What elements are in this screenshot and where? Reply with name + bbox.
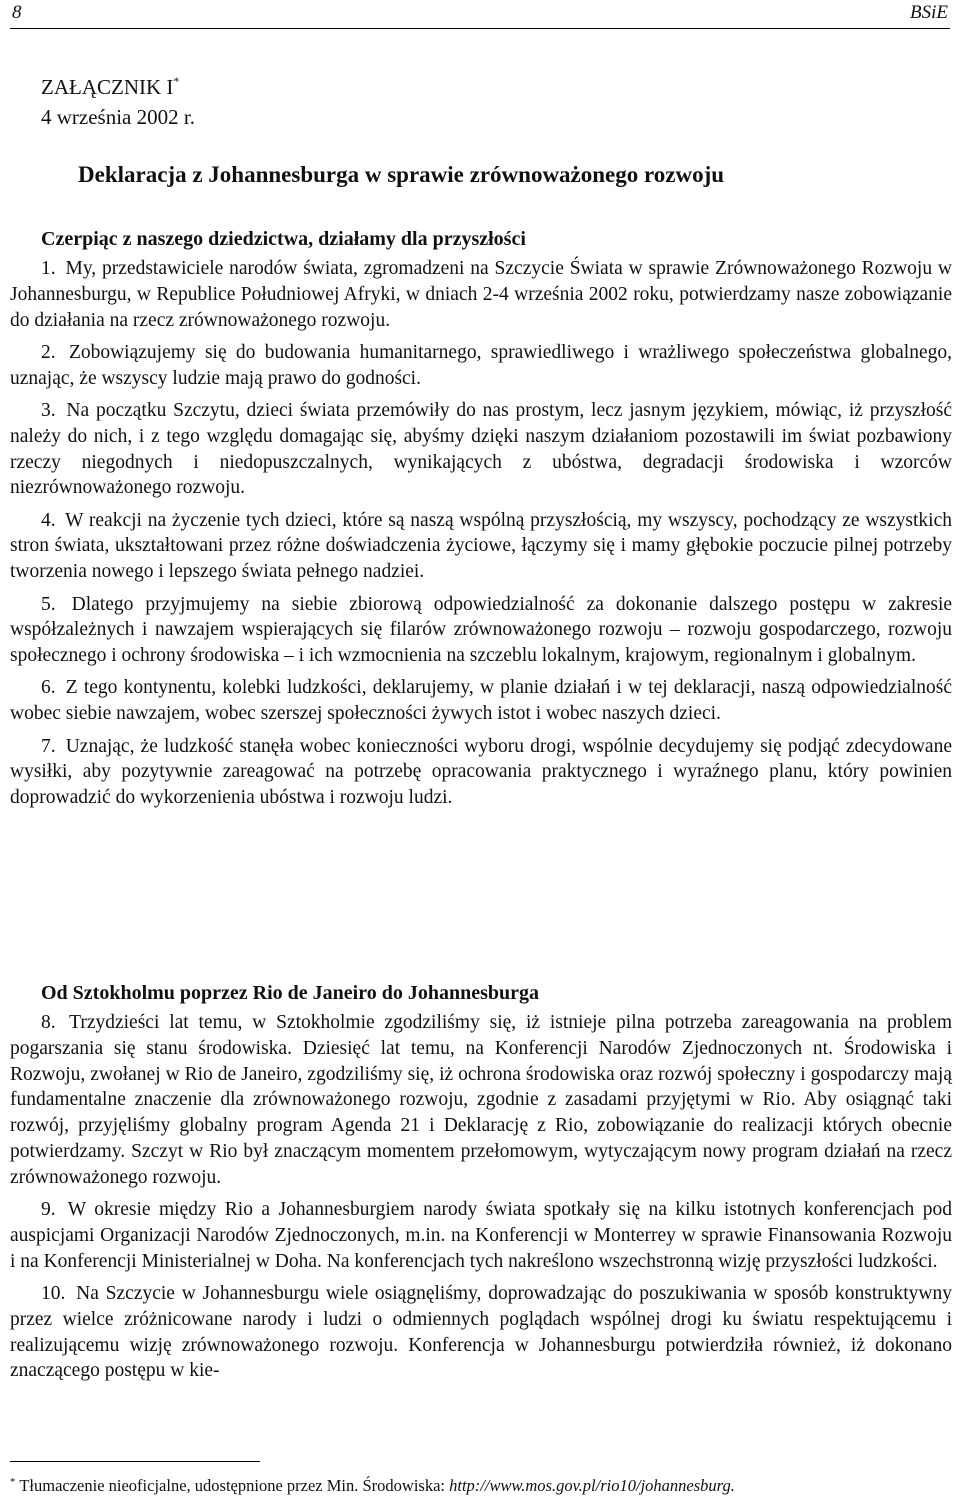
paragraph-text: Na początku Szczytu, dzieci świata przemówiły do nas prostym, lecz jasnym językiem, mówiąc, iż przyszłość należy do nich, i z tego względu domagając się, abyśmy dzięki naszym działaniom pozostawili im świat pozbawiony rzeczy niegodnych i niedopuszczalnych, wynikających z ubóstwa, degradacji środowiska i wzorców niezrównoważonego rozwoju. — [10, 399, 952, 499]
paragraph-text: Na Szczycie w Johannesburgu wiele osiągnęliśmy, doprowadzając do poszukiwania w sposób konstruktywny przez wielce zróżnicowane narody i ludzi o odmiennych poglądach wspólnej drogi ku światu respektującemu i realizującemu wizję zrównoważonego rozwoju. Konferencja w Johannesburgu potwierdziła również, iż dokonano znaczącego postępu w kie- — [10, 1282, 952, 1382]
footnote-mark: * — [10, 1476, 16, 1488]
paragraph — [10, 398, 952, 501]
paragraph-number: 1. — [41, 258, 56, 279]
paragraph-number: 10. — [41, 1282, 66, 1304]
document-title: Deklaracja z Johannesburga w sprawie zrównoważonego rozwoju — [78, 162, 725, 187]
annex-footnote-mark[interactable]: * — [173, 74, 180, 88]
paragraph-number: 7. — [41, 735, 56, 757]
paragraph — [10, 508, 952, 585]
paragraph-text: Z tego kontynentu, kolebki ludzkości, deklarujemy, w planie działań i w tej deklaracji, naszą odpowiedzialność wobec siebie nawzajem, wobec szerszej społeczności żywych istot i wobec naszych dzieci. — [10, 677, 952, 725]
paragraph — [10, 1010, 952, 1191]
section-1 — [10, 226, 952, 817]
footnote-text: Tłumaczenie nieoficjalne, udostępnione przez Min. Środowiska: — [19, 1476, 450, 1495]
annex-block — [41, 66, 195, 132]
section-heading: Czerpiąc z naszego dziedzictwa, działamy dla przyszłości — [41, 228, 526, 250]
paragraph — [10, 1281, 952, 1384]
footnote — [10, 1470, 735, 1498]
paragraph-text: W okresie między Rio a Johannesburgiem narody świata spotkały się na kilku istotnych konferencjach pod auspicjami Organizacji Narodów Zjednoczonych, m.in. na Konferencji w Monterrey w sprawie Finansowania Rozwoju i na Konferencji Ministerialnej w Doha. Na konferencjach tych nakreślono wszechstronną wizję przyszłości ludzkości. — [10, 1199, 952, 1272]
paragraph-number: 8. — [41, 1012, 56, 1033]
paragraph-text: Uznając, że ludzkość stanęła wobec konieczności wyboru drogi, wspólnie decydujemy się podjąć zdecydowane wysiłki, aby pozytywnie zareagować na potrzebę opracowania praktycznego i wyraźnego planu, który powinien doprowadzić do wykorzenienia ubóstwa i rozwoju ludzi. — [10, 735, 952, 809]
footnote-divider — [10, 1461, 260, 1462]
paragraph-text: My, przedstawiciele narodów świata, zgromadzeni na Szczycie Świata w sprawie Zrównoważonego Rozwoju w Johannesburgu, w Republice Południowej Afryki, w dniach 2-4 września 2002 roku, potwierdzamy nasze zobowiązanie do działania na rzecz zrównoważonego rozwoju. — [10, 258, 953, 331]
paragraph-number: 9. — [41, 1199, 56, 1221]
paragraph — [10, 675, 952, 727]
footnote-url[interactable]: http://www.mos.gov.pl/rio10/johannesburg. — [449, 1476, 735, 1495]
section-heading: Od Sztokholmu poprzez Rio de Janeiro do Johannesburga — [41, 982, 540, 1004]
paragraph-number: 5. — [41, 593, 56, 615]
header-divider — [10, 28, 950, 29]
annex-date: 4 września 2002 r. — [41, 105, 195, 129]
annex-label: ZAŁĄCZNIK I — [41, 75, 174, 99]
annex-label-line — [41, 66, 195, 102]
paragraph-text: Dlatego przyjmujemy na siebie zbiorową odpowiedzialność za dokonanie dalszego postępu w zakresie współzależnych i nawzajem wspierających się filarów zrównoważonego rozwoju – rozwoju gospodarczego, rozwoju społecznego i ochrony środowiska – i ich wzmocnienia na szczeblu lokalnym, krajowym, regionalnym i globalnym. — [10, 593, 953, 667]
paragraph — [10, 340, 952, 392]
paragraph-number: 4. — [41, 509, 56, 531]
journal-name: BSiE — [910, 2, 948, 23]
paragraph-number: 6. — [41, 677, 56, 699]
paragraph — [10, 1197, 952, 1274]
page-number: 8 — [12, 2, 22, 23]
paragraph — [10, 592, 952, 669]
paragraph — [10, 256, 952, 333]
paragraph-number: 2. — [41, 341, 56, 363]
paragraph-text: W reakcji na życzenie tych dzieci, które są naszą wspólną przyszłością, my wszyscy, pochodzący ze wszystkich stron świata, ukształtowani przez różne doświadczenia życiowe, łączymy się i mamy głębokie poczucie pilnej potrzeby tworzenia nowego i lepszego świata pełnego nadziei. — [10, 509, 952, 583]
paragraph-text: Trzydzieści lat temu, w Sztokholmie zgodziliśmy się, iż istnieje pilna potrzeba zareagowania na problem pogarszania się stanu środowiska. Dziesięć lat temu, na Konferencji Narodów Zjednoczonych nt. Środowiska i Rozwoju, zwołanej w Rio de Janeiro, zgodziliśmy się, iż ochrona środowiska oraz rozwój społeczny i gospodarczy mają fundamentalne znaczenie dla zrównoważonego rozwoju, zgodnie z zasadami przyjętymi w Rio. Aby osiągnąć taki rozwój, przyjęliśmy globalny program Agenda 21 i Deklarację z Rio, zobowiązanie do realizacji których obecnie potwierdzamy. Szczyt w Rio był znaczącym momentem przełomowym, wytyczającym nowy program działań na rzecz zrównoważonego rozwoju. — [10, 1012, 952, 1188]
paragraph-text: Zobowiązujemy się do budowania humanitarnego, sprawiedliwego i wrażliwego społeczeństwa globalnego, uznając, że wszyscy ludzie mają prawo do godności. — [10, 341, 952, 389]
running-header — [10, 0, 950, 24]
section-2 — [10, 980, 952, 1391]
paragraph-number: 3. — [41, 399, 56, 421]
paragraph — [10, 734, 952, 811]
